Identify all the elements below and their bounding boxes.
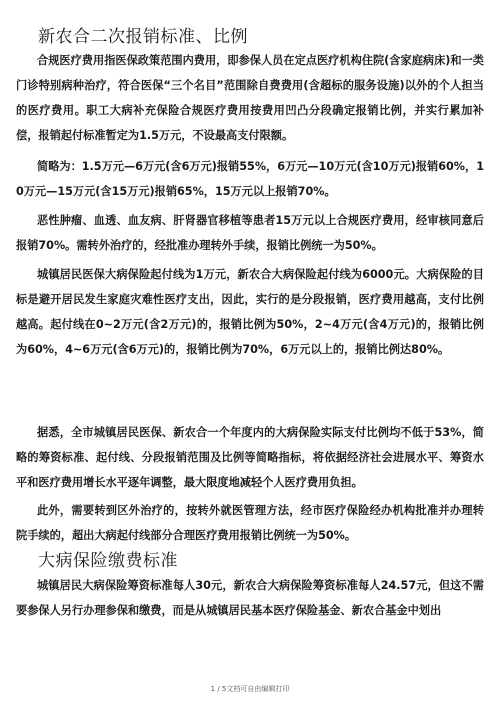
section-heading-premium: 大病保险缴费标准 (38, 551, 178, 571)
section-heading-reimbursement: 新农合二次报销标准、比例 (38, 27, 248, 47)
paragraph-brief-tiers: 简略为：1.5万元—6万元(含6万元)报销55%，6万元—10万元(含10万元)报销60%，10万元—15万元(含15万元)报销65%，15万元以上报销70%。 (16, 160, 484, 198)
paragraph-compliant-costs: 合规医疗费用指医保政策范围内费用，即参保人员在定点医疗机构住院(含家庭病床)和一类门诊特别病种治疗，符合医保“三个名目”范围除自费费用(含超标的服务设施)以外的个人担当的医疗费用。职工大病补充保险合规医疗费用按费用凹凸分段确定报销比例，并实行累加补偿，报销起付标准暂定为1.5万元，不设最高支付限额。 (16, 54, 484, 142)
page-footer: 1 / 5文档可自由编辑打印 (210, 685, 290, 693)
paragraph-threshold: 城镇居民医保大病保险起付线为1万元，新农合大病保险起付线为6000元。大病保险的目标是避开居民发生家庭灾难性医疗支出，因此，实行的是分段报销，医疗费用越高，支付比例越高。起付线在0~2万元(含2万元)的，报销比例为50%，2~4万元(含4万元)的，报销比例为60%，4~6万元(含6万元)的，报销比例为70%，6万元以上的，报销比例达80%。 (16, 268, 484, 356)
paragraph-premium-standard: 城镇居民大病保险筹资标准每人30元，新农合大病保险筹资标准每人24.57元，但这不需要参保人另行办理参保和缴费，而是从城镇居民基本医疗保险基金、新农合基金中划出 (16, 579, 484, 617)
paragraph-transfer-treatment: 此外，需要转到区外治疗的，按转外就医管理方法，经市医疗保险经办机构批准并办理转院手续的，超出大病起付线部分合理医疗费用报销比例统一为50%。 (16, 504, 484, 542)
paragraph-serious-illness: 恶性肿瘤、血透、血友病、肝肾器官移植等患者15万元以上合规医疗费用，经审核同意后报销70%。需转外治疗的，经批准办理转外手续，报销比例统一为50%。 (16, 214, 484, 252)
paragraph-annual-payment: 据悉，全市城镇居民医保、新农合一个年度内的大病保险实际支付比例均不低于53%，简略的筹资标准、起付线、分段报销范围及比例等简略指标，将依据经济社会进展水平、筹资水平和医疗费用增长水平逐年调整，最大限度地减轻个人医疗费用负担。 (16, 426, 484, 489)
